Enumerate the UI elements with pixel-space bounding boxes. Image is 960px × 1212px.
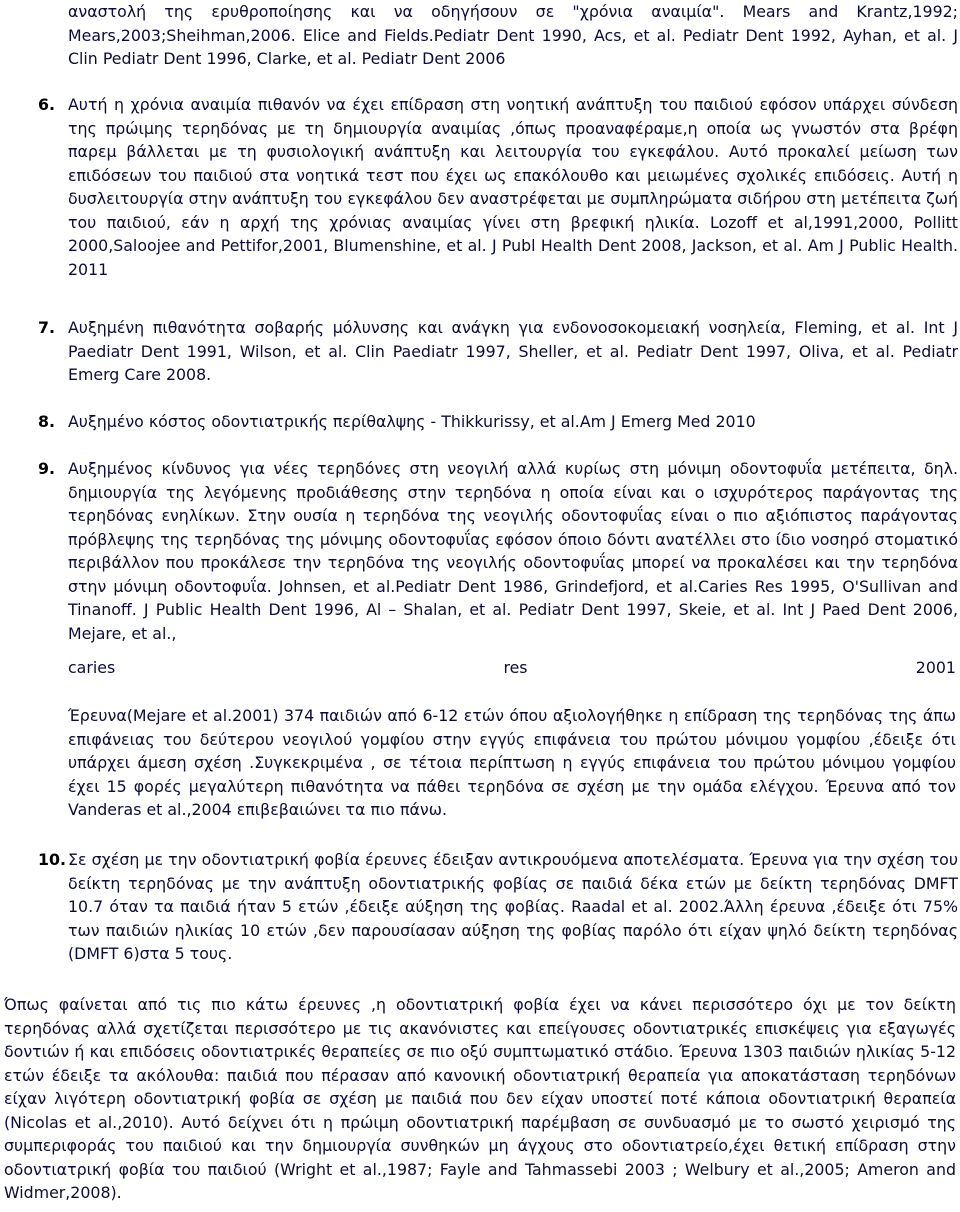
list-number: 6. (38, 95, 55, 114)
reference-line (68, 656, 956, 680)
reference-word: caries (68, 658, 116, 677)
list-item-text: Σε σχέση με την οδοντιατρική φοβία έρευνες έδειξαν αντικρουόμενα αποτελέσματα. Έρευνα για την σχέση του δείκτη τερηδόνας με την ανάπτυξη οδοντιατρικής φοβίας σε παιδιά δέκα ετών με δείκτη τερηδόνας DMFT 10.7 όταν τα παιδιά ήταν 5 ετών ,έδειξε αύξηση της φοβίας. Raadal et al. 2002.Άλλη έρευνα ,έδειξε ότι 75% των παιδιών ηλικίας 10 ετών ,δεν παρουσίασαν αύξηση της φοβίας παρόλο ότι είχαν ψηλό δείκτη τερηδόνας (DMFT 6)στα 5 τους. (68, 850, 958, 963)
list-item-text: Αυτή η χρόνια αναιμία πιθανόν να έχει επίδραση στη νοητική ανάπτυξη του παιδιού εφόσον υπάρχει σύνδεση της πρώιμης τερηδόνας με τη δημιουργία αναιμίας ,όπως προαναφέραμε,η οποία ως γνωστόν στα βρέφη παρεμ βάλλεται με τη φυσιολογική ανάπτυξη και λειτουργία του εγκεφάλου. Αυτό προκαλεί μείωση των επιδόσεων του παιδιού στα νοητικά τεστ που έχει ως επακόλουθο και μειωμένες σχολικές επιδόσεις. Αυτή η δυσλειτουργία στην ανάπτυξη του εγκεφάλου δεν αναστρέφεται με συμπληρώματα σιδήρου στη μετέπειτα ζωή του παιδιού, εάν η αρχή της χρόνιας αναιμίας γίνει στη βρεφική ηλικία. Lozoff et al,1991,2000, Pollitt 2000,Saloojee and Pettifor,2001, Blumenshine, et al. J Publ Health Dent 2008, Jackson, et al. Am J Public Health. 2011 (68, 95, 958, 279)
list-item-8 (38, 410, 958, 434)
closing-paragraph: Όπως φαίνεται από τις πιο κάτω έρευνες ,η οδοντιατρική φοβία έχει να κάνει περισσότερο όχι με τον δείκτη τερηδόνας αλλά σχετίζεται περισσότερο με τις ακανόνιστες και επείγουσες οδοντιατρικές επισκέψεις για εξαγωγές δοντιών ή και επιδόσεις οδοντιατρικές θεραπείες σε πιο οξύ συμπτωματικό στάδιο. Έρευνα 1303 παιδιών ηλικίας 5-12 ετών έδειξε τα ακόλουθα: παιδιά που πέρασαν από κανονική οδοντιατρική θεραπεία για αποκατάσταση τερηδόνων είχαν λιγότερη οδοντιατρική φοβία σε σχέση με παιδιά που δεν είχαν υποστεί ποτέ κάποια οδοντιατρική θεραπεία (Nicolas et al.,2010). Αυτό δείχνει ότι η πρώιμη οδοντιατρική παρέμβαση σε συνδυασμό με το σωστό χειρισμό της συμπεριφοράς του παιδιού και την δημιουργία συνθηκών μη άγχους στο οδοντιατρείο,έχει θετική επίδραση στην οδοντιατρική φοβία του παιδιού (Wright et al.,1987; Fayle and Tahmassebi 2003 ; Welbury et al.,2005; Ameron and Widmer,2008). (4, 995, 956, 1202)
list-number: 9. (38, 459, 55, 478)
list-item-10 (38, 848, 958, 966)
list-item-7 (38, 316, 958, 387)
list-number: 10. (38, 850, 66, 869)
list-number: 8. (38, 412, 55, 431)
list-item-text: Αυξημένο κόστος οδοντιατρικής περίθαλψης - Thikkurissy, et al.Am J Emerg Med 2010 (68, 412, 756, 431)
list-item-text: Αυξημένη πιθανότητα σοβαρής μόλυνσης και ανάγκη για ενδονοσοκομειακή νοσηλεία, Fleming, et al. Int J Paediatr Dent 1991, Wilson, et al. Clin Paediatr 1997, Sheller, et al. Pediatr Dent 1997, Oliva, et al. Pediatr Emerg Care 2008. (68, 318, 958, 384)
reference-word: res (503, 658, 528, 677)
list-item-6 (38, 93, 958, 281)
continuation-paragraph: αναστολή της ερυθροποίησης και να οδηγήσουν σε "χρόνια αναιμία". Mears and Krantz,1992; Mears,2003;Sheihman,2006. Elice and Fields.Pediatr Dent 1990, Acs, et al. Pediatr Dent 1992, Ayhan, et al. J Clin Pediatr Dent 1996, Clarke, et al. Pediatr Dent 2006 (68, 2, 958, 68)
reference-word: 2001 (915, 658, 956, 677)
list-item-9 (38, 457, 958, 645)
list-item-9-continuation: Έρευνα(Mejare et al.2001) 374 παιδιών από 6-12 ετών όπου αξιολογήθηκε η επίδραση της τερηδόνας της άπω επιφάνειας του δεύτερου νεογιλού γομφίου στην εγγύς επιφάνεια του πρώτου μόνιμου γομφίου ,έδειξε ότι υπάρχει άμεση σχέση .Συγκεκριμένα , σε τέτοια περίπτωση η εγγύς επιφάνεια του πρώτου μόνιμου γομφίου έχει 15 φορές μεγαλύτερη πιθανότητα να πάθει τερηδόνα σε σχέση με την ομάδα ελέγχου. Έρευνα από τον Vanderas et al.,2004 επιβεβαιώνει τα πιο πάνω. (68, 706, 956, 819)
list-item-text: Αυξημένος κίνδυνος για νέες τερηδόνες στη νεογιλή αλλά κυρίως στη μόνιμη οδοντοφυΐα μετέπειτα, δηλ. δημιουργία της λεγόμενης προδιάθεσης στην τερηδόνα η οποία είναι και ο ισχυρότερος παράγοντας της τερηδόνας ενηλίκων. Στην ουσία η τερηδόνα της νεογιλής οδοντοφυΐας είναι ο πιο αξιόπιστος παράγοντας πρόβλεψης της τερηδόνας της μόνιμης οδοντοφυΐας εφόσον όποιο δόντι ανατέλλει στο ίδιο νοσηρό στοματικό περιβάλλον που προκάλεσε την τερηδόνα της νεογιλής οδοντοφυΐας μπορεί να προκαλέσει και την τερηδόνα στην μόνιμη οδοντοφυΐα. Johnsen, et al.Pediatr Dent 1986, Grindefjord, et al.Caries Res 1995, O'Sullivan and Tinanoff. J Public Health Dent 1996, Al – Shalan, et al. Pediatr Dent 1997, Skeie, et al. Int J Paed Dent 2006, Mejare, et al., (68, 459, 958, 643)
list-number: 7. (38, 318, 55, 337)
